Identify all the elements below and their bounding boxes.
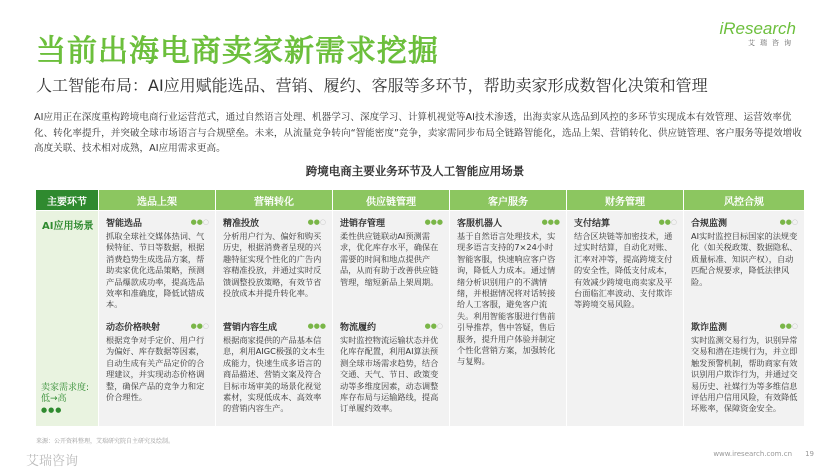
page-number: 19 bbox=[805, 450, 814, 458]
scenario-block bbox=[223, 319, 326, 415]
page-title: 当前出海电商卖家新需求挖掘 bbox=[36, 34, 439, 69]
scenario-name: 进销存管理 bbox=[340, 218, 386, 229]
header-cell: 客户服务 bbox=[450, 190, 566, 210]
header-cell-first: 主要环节 bbox=[36, 190, 98, 210]
scenario-block bbox=[457, 215, 560, 368]
scenario-block bbox=[574, 215, 677, 311]
row-label: AI应用场景 bbox=[42, 221, 94, 232]
intro-paragraph: AI应用正在深度重构跨境电商行业运营范式，通过自然语言处理、机器学习、深度学习、计算机视觉等AI技术渗透，出海卖家从选品到风控的多环节实现成本有效管理、运营效率优化、转化率提升，并突破全球市场语言与合规壁垒。未来，从流量竞争转向“智能密度”竞争，卖家需同步布局全链路智能化，选品上架、营销转化、供应链管理、客户服务等提效增收高度关联、技术相对成熟，AI应用需求更高。 bbox=[34, 112, 802, 154]
page-subtitle: 人工智能布局：AI应用赋能选品、营销、履约、客服等多环节，帮助卖家形成数智化决策和管理 bbox=[36, 76, 708, 95]
brand-logo bbox=[716, 20, 796, 48]
demand-scale: 低→高 bbox=[41, 394, 67, 404]
scenario-block bbox=[106, 319, 209, 403]
scenario-block bbox=[691, 319, 798, 415]
demand-legend bbox=[41, 383, 89, 416]
scenario-name: 营销内容生成 bbox=[223, 322, 278, 333]
table-header bbox=[36, 190, 804, 210]
scenario-block bbox=[106, 215, 209, 311]
demand-label: 卖家需求度: bbox=[41, 383, 90, 393]
demand-dots-icon: ●●○ bbox=[190, 218, 209, 226]
header-cell: 财务管理 bbox=[567, 190, 683, 210]
demand-dots-icon: ●●○ bbox=[779, 322, 798, 330]
column-marketing bbox=[216, 211, 332, 426]
demand-dots-icon: ●●● bbox=[307, 322, 326, 330]
scenario-name: 物流履约 bbox=[340, 322, 377, 333]
demand-dots-icon: ●●○ bbox=[307, 218, 326, 226]
scenario-text: 柔性供应链联动AI预测需求，优化库存水平，确保在需要的时间和地点提供产品，从而有助于改善供应链管理，缩短新品上架周期。 bbox=[340, 231, 439, 287]
demand-dots-icon: ●●○ bbox=[779, 218, 798, 226]
scenario-text: 实时监测交易行为，识别异常交易和潜在违规行为，并立即触发预警机制，帮助商家有效识别用户欺诈行为，并通过交易历史、社媒行为等多维信息评估用户信用风险，有效降低坏账率，保障资金安全。 bbox=[691, 335, 798, 414]
demand-dots-icon: ●●● bbox=[541, 218, 560, 226]
demand-dots-icon: ●●● bbox=[41, 406, 63, 414]
scenario-block bbox=[340, 215, 443, 288]
scenario-name: 合规监测 bbox=[691, 218, 728, 229]
scenario-name: 智能选品 bbox=[106, 218, 143, 229]
scenario-block bbox=[340, 319, 443, 415]
column-customer-service bbox=[450, 211, 566, 426]
demand-dots-icon: ●●○ bbox=[658, 218, 677, 226]
header-cell: 风控合规 bbox=[684, 190, 804, 210]
scenario-text: 分析用户行为、偏好和购买历史，根据消费者呈现的兴趣特征实现个性化的广告内容精准投放，并通过实时反馈调整投放策略，有效节省投放成本并提升转化率。 bbox=[223, 231, 322, 299]
table-title: 跨境电商主要业务环节及人工智能应用场景 bbox=[305, 164, 525, 178]
footer-url: www.iresearch.com.cn bbox=[713, 450, 792, 458]
scenario-text: 结合区块链等加密技术，通过实时结算，自动化对账、汇率对冲等，提高跨境支付的安全性，降低支付成本，有效减少跨境电商卖家及平台面临汇率波动、支付欺诈等跨境交易风险。 bbox=[574, 231, 673, 310]
column-finance bbox=[567, 211, 683, 426]
scenario-name: 精准投放 bbox=[223, 218, 260, 229]
header-cell: 供应链管理 bbox=[333, 190, 449, 210]
column-supply-chain bbox=[333, 211, 449, 426]
scenario-text: AI实时监控目标国家的法规变化（如关税政策、数据隐私、质量标准、知识产权），自动匹配合规要求，降低法律风险。 bbox=[691, 231, 798, 287]
header-cell: 营销转化 bbox=[216, 190, 332, 210]
scenario-name: 动态价格映射 bbox=[106, 322, 161, 333]
first-column bbox=[36, 211, 98, 426]
scenario-block bbox=[223, 215, 326, 299]
demand-dots-icon: ●●○ bbox=[424, 322, 443, 330]
scenario-name: 客服机器人 bbox=[457, 218, 503, 229]
footer-brand: 艾瑞咨询 bbox=[26, 454, 79, 468]
header-cell: 选品上架 bbox=[99, 190, 215, 210]
source-footnote: 来源：公开资料整理，艾瑞研究院自主研究及绘制。 bbox=[36, 438, 175, 445]
column-selection bbox=[99, 211, 215, 426]
scenario-block bbox=[691, 215, 798, 288]
scenario-text: 实时监控物流运输状态并优化库存配置，利用AI算法预测全球市场需求趋势，结合交通、天气、节日、政策变动等多维度因素，动态调整库存布局与运输路线，提高订单履约效率。 bbox=[340, 335, 439, 414]
column-risk-compliance bbox=[684, 211, 804, 426]
logo-brand: iResearch bbox=[719, 19, 796, 38]
scenario-name: 欺诈监测 bbox=[691, 322, 728, 333]
scenario-name: 支付结算 bbox=[574, 218, 611, 229]
logo-sub: 艾瑞咨询 bbox=[748, 39, 796, 47]
scenario-text: 抓取全球社交媒体热词、气候特征、节日等数据，根据消费趋势生成选品方案，帮助卖家优化选品策略，预测产品爆款成功率，提高选品效率和准确度，降低试错成本。 bbox=[106, 231, 205, 310]
scenario-text: 基于自然语言处理技术，实现多语言支持的7×24小时智能客服，快速响应客户咨询，降低人力成本。通过情绪分析识别用户的不满情绪，并根据情况将对话转接给人工客服，避免客户流失。利用智能客服进行售前引导推荐，售中答疑，售后服务，提升用户体验并制定个性化营销方案，加强转化与复购。 bbox=[457, 231, 556, 367]
table-body bbox=[36, 211, 804, 426]
scenario-text: 根据商家提供的产品基本信息，利用AIGC极强的文本生成能力，快速生成多语言的商品描述、营销文案及符合目标市场审美的场景化视觉素材，实现低成本、高效率的营销内容生产。 bbox=[223, 335, 325, 414]
scenario-text: 根据竞争对手定价、用户行为偏好、库存数据等因素，自动生成有关产品定价的合理建议，并实现动态价格调整，确保产品的竞争力和定价合理性。 bbox=[106, 335, 205, 403]
demand-dots-icon: ●●● bbox=[424, 218, 443, 226]
demand-dots-icon: ●●○ bbox=[190, 322, 209, 330]
